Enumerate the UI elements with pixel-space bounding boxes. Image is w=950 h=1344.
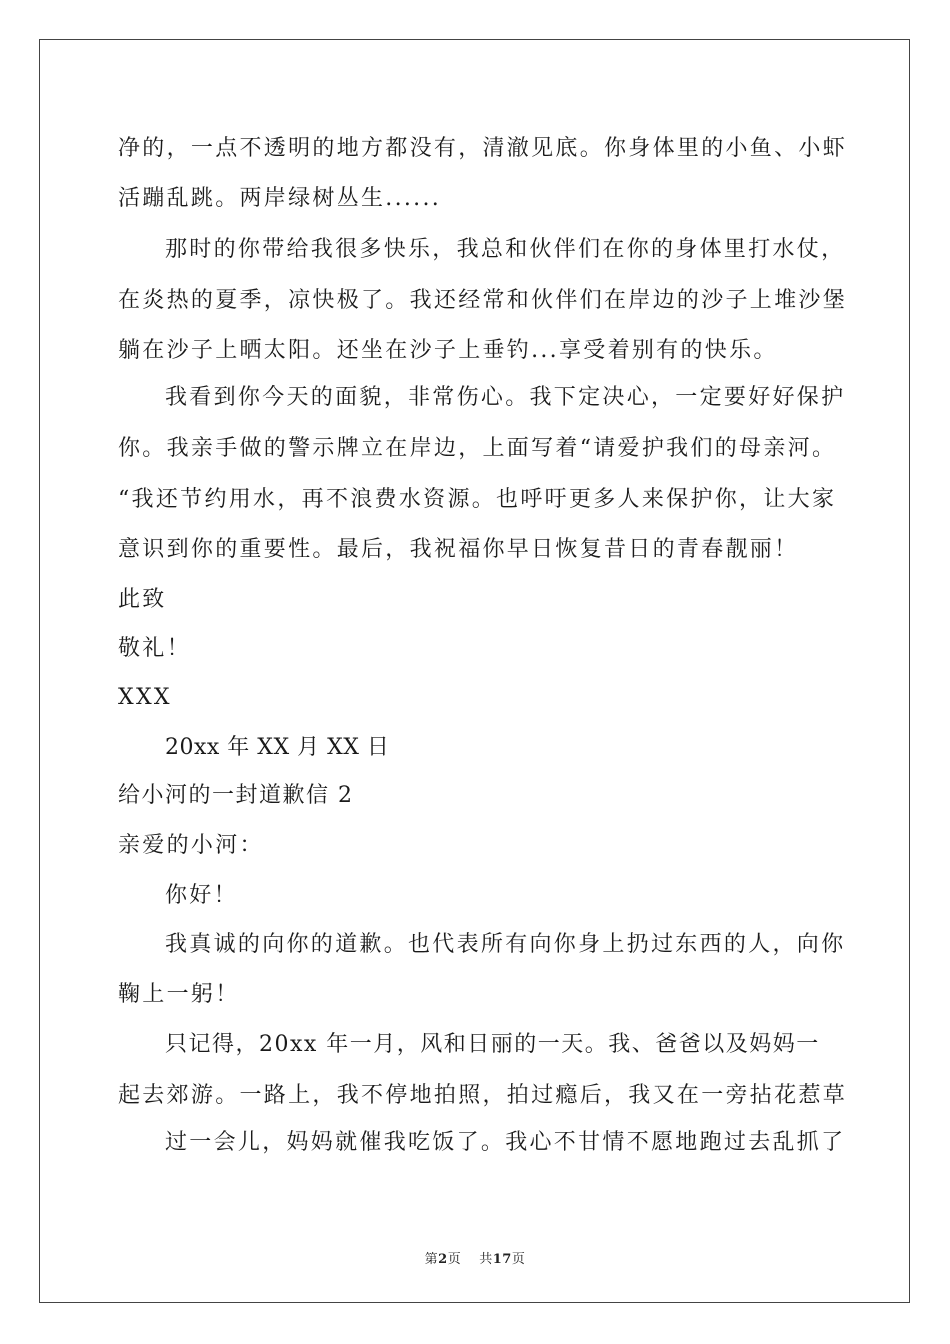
- body-line: 意识到你的重要性。最后，我祝福你早日恢复昔日的青春靓丽！: [118, 537, 799, 562]
- body-line: 只记得，20xx 年一月，风和日丽的一天。我、爸爸以及妈妈一: [165, 1032, 820, 1057]
- closing-phrase: 此致: [118, 587, 167, 612]
- body-line: “我还节约用水，再不浪费水资源。也呼吁更多人来保护你，让大家: [118, 487, 837, 512]
- closing-salute: 敬礼！: [118, 636, 191, 661]
- body-line: 那时的你带给我很多快乐，我总和伙伴们在你的身体里打水仗，: [165, 237, 846, 262]
- body-line: 躺在沙子上晒太阳。还坐在沙子上垂钓...享受着别有的快乐。: [118, 338, 778, 363]
- page-border: [39, 39, 910, 1303]
- page-number: 2: [438, 1252, 448, 1267]
- body-line: 活蹦乱跳。两岸绿树丛生......: [118, 186, 442, 211]
- body-line: 我真诚的向你的道歉。也代表所有向你身上扔过东西的人，向你: [165, 932, 846, 957]
- body-line: 在炎热的夏季，凉快极了。我还经常和伙伴们在岸边的沙子上堆沙堡: [118, 288, 848, 313]
- body-line: 我看到你今天的面貌，非常伤心。我下定决心，一定要好好保护: [165, 385, 846, 410]
- salutation: 亲爱的小河：: [118, 833, 264, 858]
- body-line: 起去郊游。一路上，我不停地拍照，拍过瘾后，我又在一旁拈花惹草: [118, 1083, 848, 1108]
- page-prefix: 第: [424, 1252, 439, 1267]
- body-line: 过一会儿，妈妈就催我吃饭了。我心不甘情不愿地跑过去乱抓了: [165, 1130, 846, 1155]
- body-line: 你。我亲手做的警示牌立在岸边，上面写着“请爱护我们的母亲河。: [118, 436, 837, 461]
- total-prefix: 共: [479, 1252, 493, 1267]
- body-line: 鞠上一躬！: [118, 982, 240, 1007]
- body-line: 净的，一点不透明的地方都没有，清澈见底。你身体里的小鱼、小虾: [118, 136, 848, 161]
- page-suffix: 页: [447, 1252, 462, 1267]
- signature: XXX: [118, 685, 172, 710]
- greeting: 你好！: [165, 883, 238, 908]
- total-suffix: 页: [511, 1252, 526, 1267]
- total-pages: 17: [492, 1252, 512, 1267]
- letter-title: 给小河的一封道歉信 2: [118, 783, 354, 808]
- page-footer: [0, 1248, 950, 1267]
- date-line: 20xx 年 XX 月 XX 日: [165, 735, 390, 760]
